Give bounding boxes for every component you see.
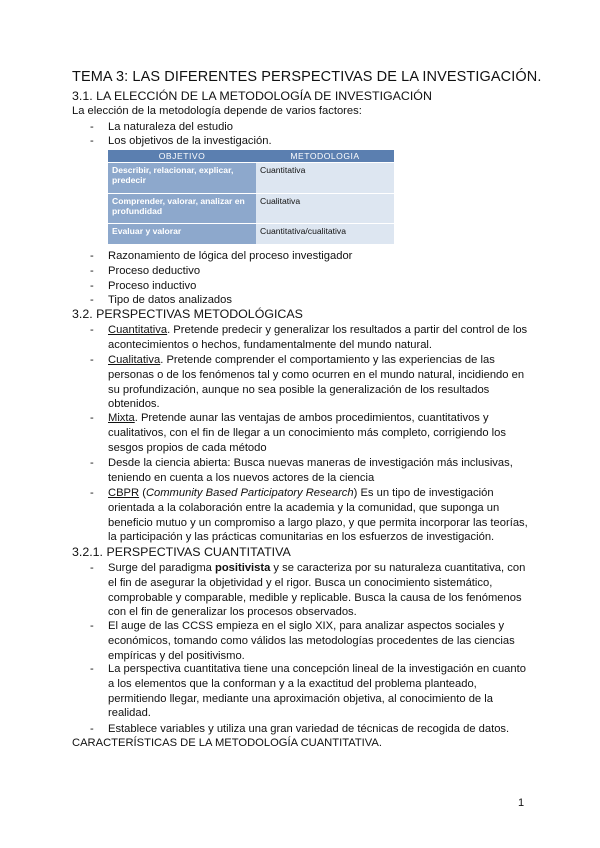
closing-heading: CARACTERÍSTICAS DE LA METODOLOGÍA CUANTITATIVA.	[72, 737, 382, 749]
list-item-text: Proceso deductivo	[108, 265, 201, 277]
table-row	[108, 193, 394, 223]
list-item-text: El auge de las CCSS empieza en el siglo XIX, para analizar aspectos sociales y económicos, tomando como válidos las metodologías procedentes de las ciencias empíricas y del positivismo.	[108, 620, 515, 662]
cbpr-full-name: Community Based Participatory Research	[145, 487, 354, 499]
term-cbpr: CBPR	[108, 487, 140, 499]
list-item-text: Desde la ciencia abierta: Busca nuevas maneras de investigación más inclusivas, teniendo en cuenta a los nuevos actores de la ciencia	[108, 457, 513, 484]
table-header-objetivo: OBJETIVO	[108, 150, 256, 163]
bullet-dash: -	[90, 265, 94, 277]
term-cuantitativa: Cuantitativa	[108, 324, 168, 336]
list-item-text: La perspectiva cuantitativa tiene una concepción lineal de la investigación en cuanto a los elementos que la conforman y a la exactitud del problema planteado, permitiendo llegar, mediante una aproximación objetiva, al conocimiento de la realidad.	[108, 663, 526, 720]
table-header-metodologia: METODOLOGIA	[256, 150, 394, 163]
term-positivista: positivista	[214, 562, 271, 574]
bullet-dash: -	[90, 294, 94, 306]
table-row	[108, 224, 394, 244]
definition-text: . Pretende predecir y generalizar los resultados a partir del control de los acontecimientos o hechos, fundamentalmente del mundo natural.	[108, 324, 528, 351]
term-mixta: Mixta	[108, 412, 135, 424]
table-cell-metodologia: Cualitativa	[256, 193, 394, 223]
section-heading-3-2: 3.2. PERSPECTIVAS METODOLÓGICAS	[72, 307, 303, 321]
page-title: TEMA 3: LAS DIFERENTES PERSPECTIVAS DE LA INVESTIGACIÓN.	[72, 69, 542, 85]
definition-text: . Pretende comprender el comportamiento y las experiencias de las personas o de los fenómenos tal y como ocurren en el mundo natural, incidiendo en su profundización, aunque no sea posible la generalización de los resultados obtenidos.	[108, 354, 525, 411]
bullet-dash: -	[90, 663, 94, 675]
bullet-dash: -	[90, 324, 94, 336]
bullet-dash: -	[90, 135, 94, 147]
table-cell-metodologia: Cuantitativa/cualitativa	[256, 224, 394, 244]
bullet-dash: -	[90, 280, 94, 292]
bullet-dash: -	[90, 723, 94, 735]
bullet-dash: -	[90, 457, 94, 469]
term-cualitativa: Cualitativa	[108, 354, 161, 366]
methodology-table	[108, 150, 394, 244]
list-item-text: Razonamiento de lógica del proceso investigador	[108, 250, 353, 262]
intro-text: La elección de la metodología depende de varios factores:	[72, 105, 362, 117]
list-item-text: La naturaleza del estudio	[108, 121, 234, 133]
list-item-text: Establece variables y utiliza una gran variedad de técnicas de recogida de datos.	[108, 723, 510, 735]
bullet-dash: -	[90, 121, 94, 133]
bullet-dash: -	[90, 562, 94, 574]
list-item-text: Los objetivos de la investigación.	[108, 135, 272, 147]
bullet-dash: -	[90, 250, 94, 262]
definition-text: . Pretende aunar las ventajas de ambos procedimientos, cuantitativos y cualitativos, con el fin de llegar a un conocimiento más completo, corrigiendo los sesgos propios de cada método	[108, 412, 506, 454]
table-cell-objetivo: Evaluar y valorar	[108, 224, 256, 244]
list-item-text: Tipo de datos analizados	[108, 294, 232, 306]
table-cell-objetivo: Comprender, valorar, analizar en profundidad	[108, 193, 256, 223]
bullet-dash: -	[90, 620, 94, 632]
table-cell-objetivo: Describir, relacionar, explicar, predecir	[108, 163, 256, 193]
definition-text: ) Es un tipo de investigación orientada a la colaboración entre la academia y la comunidad, que suponga un beneficio mutuo y un compromiso a largo plazo, y que permita incorporar las teorías, la participación y las prácticas comunitarias en los esfuerzos de investigación.	[108, 487, 528, 544]
list-item-text: Proceso inductivo	[108, 280, 197, 292]
table-row	[108, 163, 394, 193]
table-cell-metodologia: Cuantitativa	[256, 163, 394, 193]
bullet-dash: -	[90, 487, 94, 499]
section-heading-3-2-1: 3.2.1. PERSPECTIVAS CUANTITATIVA	[72, 545, 291, 559]
document-page: TEMA 3: LAS DIFERENTES PERSPECTIVAS DE LA INVESTIGACIÓN. 3.1. LA ELECCIÓN DE LA METODOLOGÍA DE INVESTIGACIÓN La elección de la metodología depende de varios factores: - La naturaleza del estudio - Los objetivos de la investigación. OBJETIVO METODOLOGIA Describir, relacionar, explicar, predecir Cuantitativa Comprender, valorar, analizar en profundidad Cualitativa Evaluar y valorar Cuantitativa/cualitativa - Razonamiento de lógica del proceso investigador - Proceso deductivo - Proceso inductivo - Tipo de datos analizados 3.2. PERSPECTIVAS METODOLÓGICAS - Cuantitativa. Pretende predecir y generalizar los resultados a partir del control de los acontecimientos o hechos, fundamentalmente del mundo natural. - Cualitativa. Pretende comprender el comportamiento y las experiencias de las personas o de los fenómenos tal y como ocurren en el mundo natural, incidiendo en su profundización, aunque no sea posible la generalización de los resultados obtenidos. - Mixta. Pretende aunar las ventajas de ambos procedimientos, cuantitativos y cualitativos, con el fin de llegar a un conocimiento más completo, corrigiendo los sesgos propios de cada método - Desde la ciencia abierta: Busca nuevas maneras de investigación más inclusivas, teniendo en cuenta a los nuevos actores de la ciencia - CBPR (Community Based Participatory Research) Es un tipo de investigación orientada a la colaboración entre la academia y la comunidad, que suponga un beneficio mutuo y un compromiso a largo plazo, y que permita incorporar las teorías, la participación y las prácticas comunitarias en los esfuerzos de investigación. 3.2.1. PERSPECTIVAS CUANTITATIVA - Surge del paradigma positivista y se caracteriza por su naturaleza cuantitativa, con el fin de asegurar la objetividad y el rigor. Busca un conocimiento sistemático, comprobable y comparable, medible y replicable. Busca la causa de los fenómenos con el fin de generalizar los procesos observados. - El auge de las CCSS empieza en el siglo XIX, para analizar aspectos sociales y económicos, tomando como válidos las metodologías procedentes de las ciencias empíricas y del positivismo. - La perspectiva cuantitativa tiene una concepción lineal de la investigación en cuanto a los elementos que la conforman y a la exactitud del problema planteado, permitiendo llegar, mediante una aproximación objetiva, al conocimiento de la realidad. - Establece variables y utiliza una gran variedad de técnicas de recogida de datos. CARACTERÍSTICAS DE LA METODOLOGÍA CUANTITATIVA. 1	[72, 69, 542, 809]
bullet-dash: -	[90, 354, 94, 366]
bullet-dash: -	[90, 412, 94, 424]
page-number: 1	[518, 797, 525, 809]
section-heading-3-1: 3.1. LA ELECCIÓN DE LA METODOLOGÍA DE INVESTIGACIÓN	[72, 89, 432, 103]
